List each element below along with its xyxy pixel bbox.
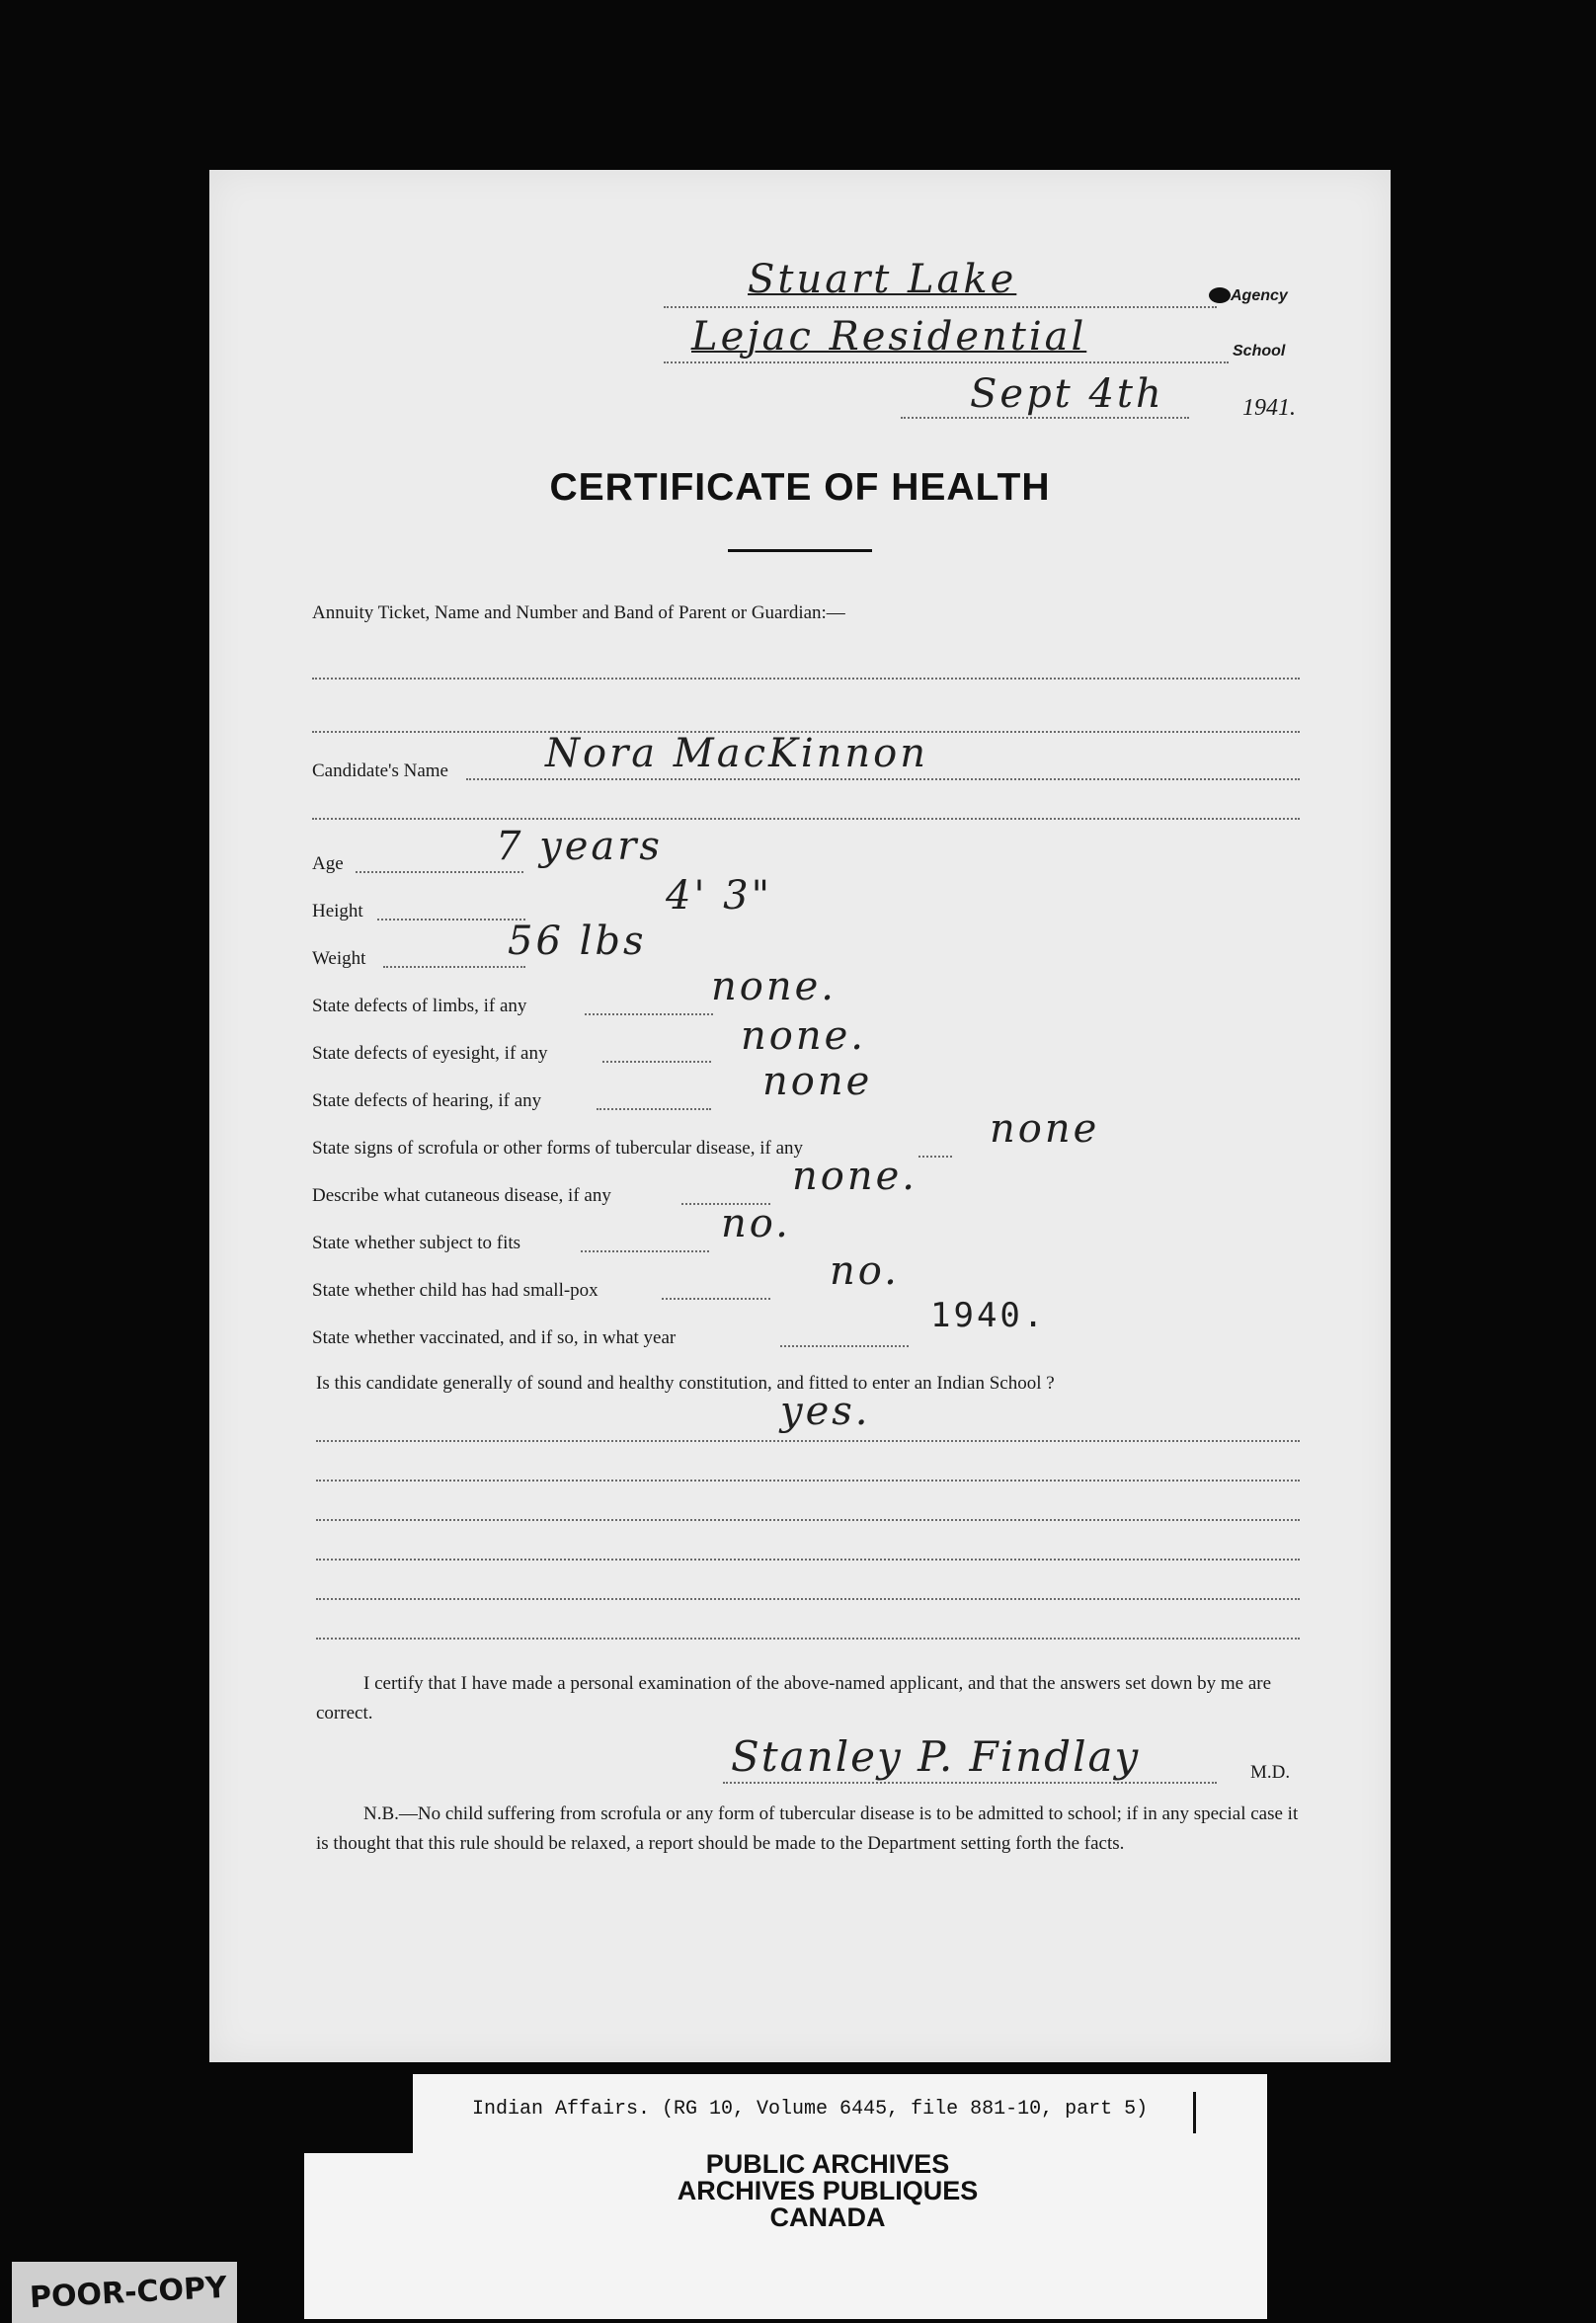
constitution-line-5 bbox=[316, 1598, 1300, 1600]
label-notch bbox=[304, 2074, 413, 2153]
constitution-value: yes. bbox=[780, 1389, 871, 1434]
certificate-page bbox=[209, 170, 1391, 2062]
fits-value: no. bbox=[721, 1201, 791, 1246]
smallpox-line bbox=[662, 1298, 770, 1300]
poor-copy-text: POOR-COPY bbox=[29, 2270, 228, 2316]
candidate-value: Nora MacKinnon bbox=[545, 731, 929, 776]
height-line bbox=[377, 919, 525, 921]
constitution-line-3 bbox=[316, 1519, 1300, 1521]
constitution-line-2 bbox=[316, 1480, 1300, 1482]
eyesight-label: State defects of eyesight, if any bbox=[312, 1043, 548, 1064]
hearing-label: State defects of hearing, if any bbox=[312, 1090, 542, 1111]
scrofula-line bbox=[918, 1156, 952, 1158]
height-label: Height bbox=[312, 901, 363, 921]
vaccinated-label: State whether vaccinated, and if so, in what year bbox=[312, 1327, 677, 1348]
constitution-line-6 bbox=[316, 1638, 1300, 1640]
certify-text: I certify that I have made a personal examination of the above-named applicant, and that the answers set down by me are correct. bbox=[316, 1673, 1272, 1723]
annuity-label: Annuity Ticket, Name and Number and Band of Parent or Guardian:— bbox=[312, 602, 845, 623]
agency-line bbox=[664, 306, 1217, 308]
weight-line bbox=[383, 966, 525, 968]
limbs-value: none. bbox=[711, 964, 837, 1009]
smallpox-value: no. bbox=[830, 1248, 900, 1294]
weight-value: 56 lbs bbox=[508, 919, 647, 964]
annuity-line-1 bbox=[312, 678, 1300, 680]
year-value: 1941. bbox=[1242, 395, 1296, 421]
age-value: 7 years bbox=[496, 824, 663, 869]
archive-citation: Indian Affairs. (RG 10, Volume 6445, file 881-10, part 5) bbox=[472, 2098, 1149, 2121]
eyesight-value: none. bbox=[741, 1013, 866, 1059]
school-line bbox=[664, 361, 1229, 363]
constitution-label: Is this candidate generally of sound and healthy constitution, and fitted to enter an Indian School ? bbox=[316, 1373, 1055, 1394]
page-title: CERTIFICATE OF HEALTH bbox=[549, 466, 1051, 509]
title-rule bbox=[728, 549, 872, 552]
candidate-line-1 bbox=[466, 778, 1300, 780]
nb-text: N.B.—No child suffering from scrofula or any form of tubercular disease is to be admitted to school; if in any special case it is thought that this rule should be relaxed, a report should be made to the Department setting forth the facts. bbox=[316, 1803, 1299, 1854]
eyesight-line bbox=[602, 1061, 711, 1063]
smallpox-label: State whether child has had small-pox bbox=[312, 1280, 598, 1301]
limbs-label: State defects of limbs, if any bbox=[312, 996, 527, 1016]
constitution-line-1 bbox=[316, 1440, 1300, 1442]
archives-line-3: CANADA bbox=[769, 2203, 886, 2232]
vaccinated-line bbox=[780, 1345, 909, 1347]
height-value: 4' 3" bbox=[666, 873, 773, 919]
date-value: Sept 4th bbox=[970, 371, 1164, 417]
agency-value: Stuart Lake bbox=[748, 257, 1017, 302]
agency-label: Agency bbox=[1231, 287, 1288, 304]
signature-line bbox=[723, 1782, 1217, 1784]
scrofula-value: none bbox=[990, 1106, 1100, 1152]
vaccinated-value: 1940. bbox=[930, 1296, 1047, 1335]
school-value: Lejac Residential bbox=[691, 314, 1087, 360]
cutaneous-label: Describe what cutaneous disease, if any bbox=[312, 1185, 611, 1206]
candidate-label: Candidate's Name bbox=[312, 761, 448, 781]
candidate-line-2 bbox=[312, 818, 1300, 820]
ink-blot bbox=[1209, 287, 1231, 303]
scrofula-label: State signs of scrofula or other forms of tubercular disease, if any bbox=[312, 1138, 804, 1159]
constitution-line-4 bbox=[316, 1559, 1300, 1561]
md-label: M.D. bbox=[1250, 1762, 1291, 1783]
age-label: Age bbox=[312, 853, 344, 874]
citation-divider bbox=[1193, 2092, 1196, 2133]
school-label: School bbox=[1233, 343, 1286, 360]
archives-line-1: PUBLIC ARCHIVES bbox=[705, 2149, 950, 2179]
age-line bbox=[356, 871, 523, 873]
signature: Stanley P. Findlay bbox=[731, 1732, 1141, 1781]
cutaneous-value: none. bbox=[792, 1154, 918, 1199]
hearing-line bbox=[597, 1108, 711, 1110]
limbs-line bbox=[585, 1013, 713, 1015]
archives-line-2: ARCHIVES PUBLIQUES bbox=[677, 2176, 979, 2205]
date-line bbox=[901, 417, 1189, 419]
archives-stamp bbox=[581, 2151, 1075, 2231]
fits-label: State whether subject to fits bbox=[312, 1233, 521, 1253]
weight-label: Weight bbox=[312, 948, 366, 969]
hearing-value: none bbox=[762, 1059, 873, 1104]
fits-line bbox=[581, 1250, 709, 1252]
poor-copy-tag bbox=[12, 2262, 237, 2323]
